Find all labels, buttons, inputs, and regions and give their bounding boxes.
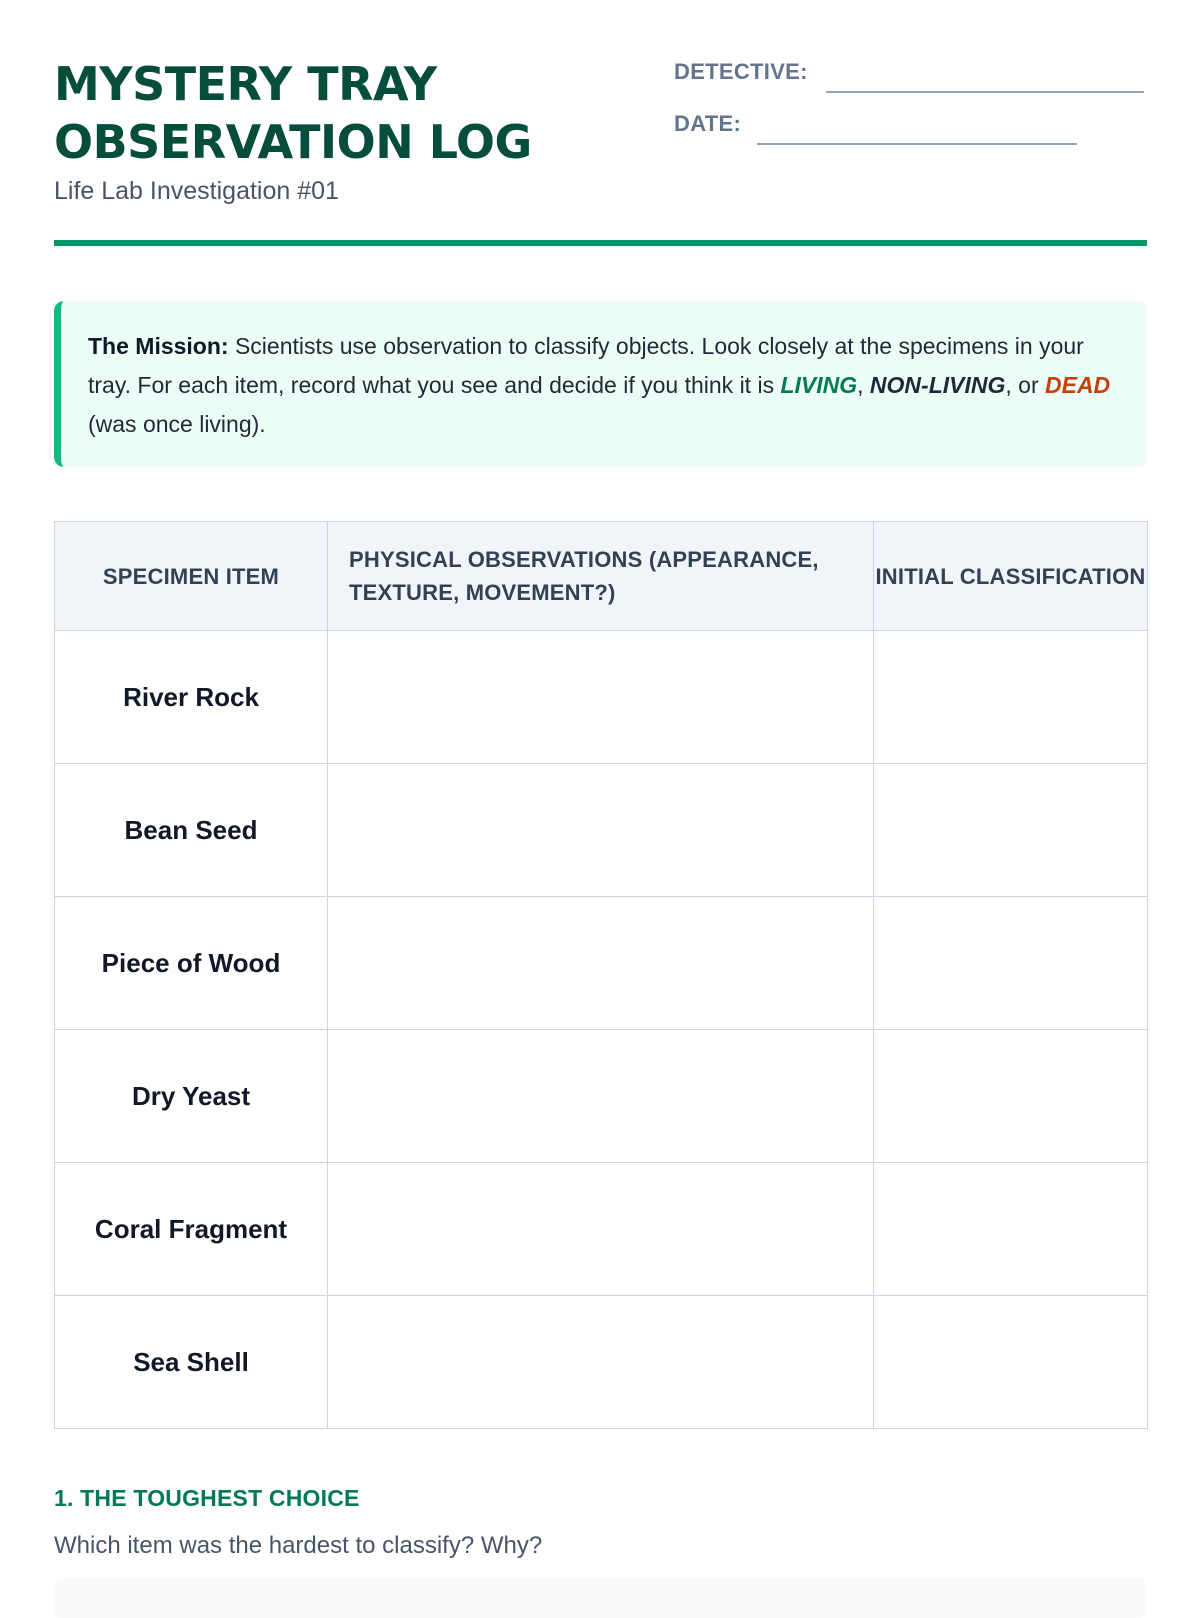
observations-cell[interactable] (328, 897, 874, 1030)
detective-row (674, 55, 1147, 107)
title-line-1: MYSTERY TRAY (54, 57, 437, 111)
subtitle: Life Lab Investigation #01 (54, 177, 339, 205)
header-physical-observations: PHYSICAL OBSERVATIONS (APPEARANCE, TEXTURE, MOVEMENT?) (328, 522, 874, 631)
classification-cell[interactable] (874, 1296, 1148, 1429)
table-row (55, 631, 1148, 764)
question-1-title: 1. THE TOUGHEST CHOICE (54, 1485, 360, 1511)
observation-table (54, 521, 1148, 1429)
nonliving-term: NON-LIVING (869, 372, 1006, 398)
date-row (674, 107, 1147, 159)
observations-cell[interactable] (328, 764, 874, 897)
date-field[interactable] (757, 143, 1077, 145)
observations-cell[interactable] (328, 1030, 874, 1163)
student-info (674, 55, 1147, 159)
mission-text-2: (was once living). (88, 411, 266, 437)
question-1-prompt: Which item was the hardest to classify? Why? (54, 1532, 543, 1559)
observations-cell[interactable] (328, 631, 874, 764)
living-term: LIVING (780, 372, 858, 398)
specimen-item-cell: Piece of Wood (55, 897, 328, 1030)
detective-name-field[interactable] (826, 91, 1144, 93)
page-title (54, 55, 654, 171)
question-1-answer-box[interactable] (54, 1578, 1147, 1618)
header-specimen-item: SPECIMEN ITEM (55, 522, 328, 631)
table-row (55, 764, 1148, 897)
dead-term: DEAD (1045, 372, 1111, 398)
table-row (55, 1163, 1148, 1296)
header-initial-classification: INITIAL CLASSIFICATION (874, 522, 1148, 631)
specimen-item-cell: Coral Fragment (55, 1163, 328, 1296)
mission-sep-2: , or (1005, 372, 1045, 398)
classification-cell[interactable] (874, 1030, 1148, 1163)
table-row (55, 897, 1148, 1030)
observations-cell[interactable] (328, 1296, 874, 1429)
specimen-item-cell: Sea Shell (55, 1296, 328, 1429)
title-line-2: OBSERVATION LOG (54, 115, 532, 169)
specimen-item-cell: River Rock (55, 631, 328, 764)
header-divider (54, 240, 1147, 246)
mission-box (54, 301, 1147, 467)
table-row (55, 1296, 1148, 1429)
classification-cell[interactable] (874, 1163, 1148, 1296)
specimen-item-cell: Bean Seed (55, 764, 328, 897)
date-label: DATE: (674, 111, 742, 136)
detective-label: DETECTIVE: (674, 59, 808, 84)
observations-cell[interactable] (328, 1163, 874, 1296)
header (54, 55, 1147, 245)
mission-text-1: Scientists use observation to classify objects. Look closely at the specimens in your tray. For each item, record what you see and decide if you think it is (88, 333, 1084, 398)
specimen-item-cell: Dry Yeast (55, 1030, 328, 1163)
mission-lead: The Mission: (88, 333, 229, 359)
classification-cell[interactable] (874, 631, 1148, 764)
table-row (55, 1030, 1148, 1163)
classification-cell[interactable] (874, 764, 1148, 897)
classification-cell[interactable] (874, 897, 1148, 1030)
mission-sep-1: , (857, 372, 870, 398)
worksheet-page (54, 0, 1147, 1600)
table-header-row (55, 522, 1148, 631)
